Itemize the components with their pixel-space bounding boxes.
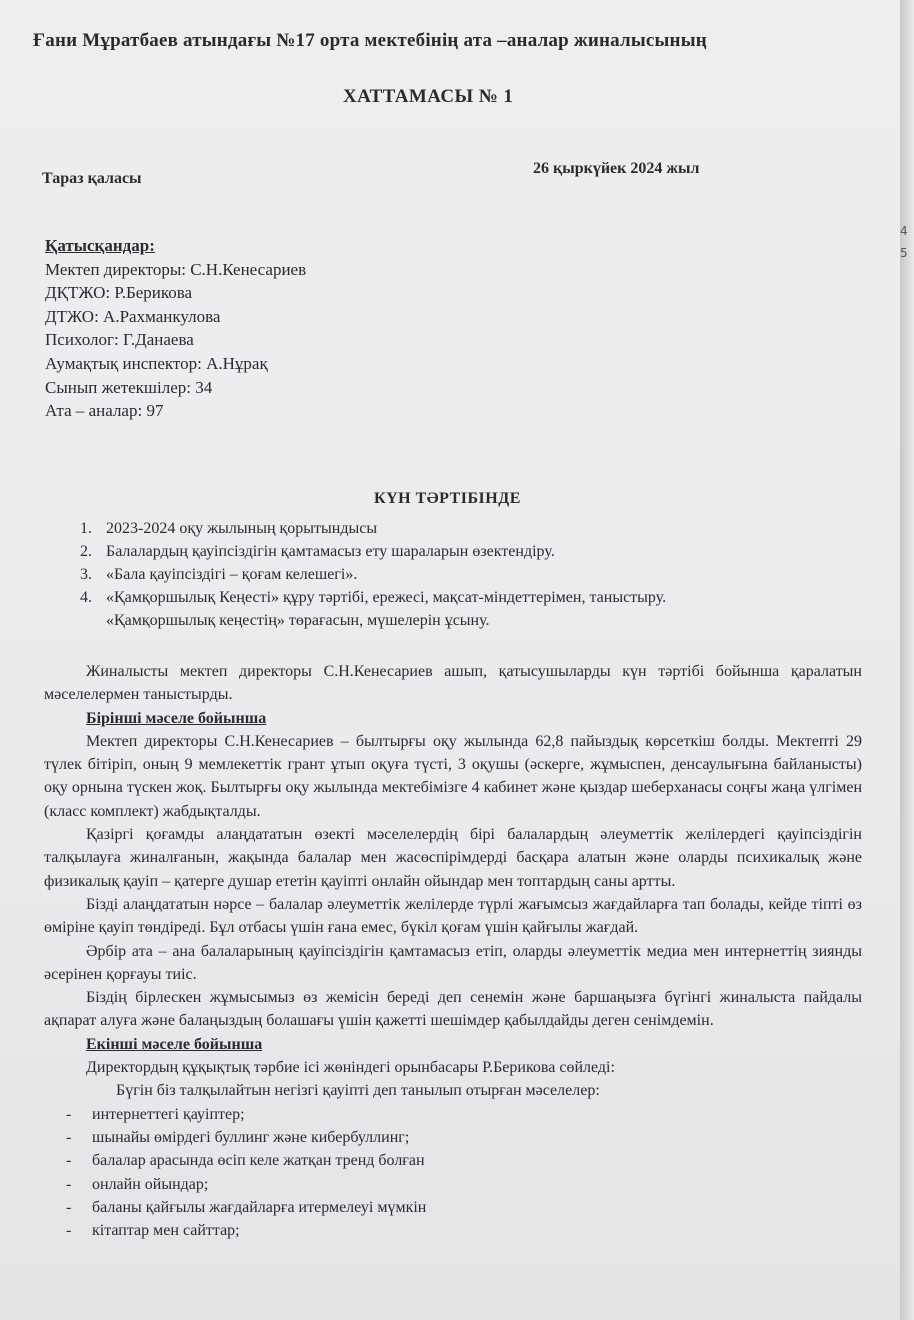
document-title: ХАТТАМАСЫ № 1 (343, 86, 514, 107)
agenda-item (80, 609, 666, 632)
section1-paragraph: Біздің бірлескен жұмысымыз өз жемісін береді деп сенемін және баршаңызға бүгінгі жиналыста пайдалы ақпарат алуға және балаңыздың болашағы үшін қажетті шешімдер қабылдайды деген сенімдемін. (44, 989, 862, 1030)
list-dash: - (66, 1222, 72, 1240)
document-header-line1: Ғани Мұратбаев атындағы №17 орта мектебінің ата –аналар жиналысының (33, 30, 707, 51)
margin-marks (900, 220, 908, 264)
list-item-text: баланы қайғылы жағдайларға итермелеуі мүмкін (92, 1198, 427, 1216)
list-item (44, 1196, 862, 1219)
section1-paragraph: Мектеп директоры С.Н.Кенесариев – былтырғы оқу жылында 62,8 пайыздық көрсеткіш болды. Мектепті 29 түлек бітіріп, оның 9 мемлекеттік грант ұтып оқуға түсті, 3 оқушы (әскерге, жұмыспен, денсаулығына байланысты) оқу орнына түскен жоқ. Былтырғы оқу жылында мектебімізге 4 кабинет және қыздар шеберханасы соңғы жаңа үлгімен (класс комплект) жабдықталды. (44, 732, 862, 820)
list-item-text: кітаптар мен сайттар; (92, 1222, 240, 1240)
agenda-item-text: 2023-2024 оқу жылының қорытындысы (106, 520, 378, 537)
participant-item: Аумақтық инспектор: А.Нұрақ (45, 353, 268, 373)
participants-block (45, 234, 306, 423)
agenda-item-number: 4. (80, 589, 92, 606)
agenda-item (80, 540, 666, 563)
participant-item: ДТЖО: А.Рахманкулова (45, 306, 221, 326)
section2-intro: Директордың құқықтық тәрбие ісі жөніндегі орынбасары Р.Берикова сөйледі: (86, 1059, 615, 1077)
section1-paragraph: Қазіргі қоғамды алаңдататын өзекті мәселелердің бірі балалардың әлеуметтік желілердегі қауіпсіздігін талқылауға жиналғанын, жақында балалар мен жасөспірімдерді басқара алатын және оларды психикалық және физикалық қауіп – қатерге душар ететін қауіпті онлайн ойындар мен топтардың саны артты. (44, 826, 862, 890)
section1-paragraph: Әрбір ата – ана балаларының қауіпсіздігін қамтамасыз етіп, оларды әлеуметтік медиа мен интернеттің зиянды әсерінен қорғауы тиіс. (44, 942, 862, 983)
agenda-item-number: 2. (80, 543, 92, 560)
list-dash: - (66, 1175, 72, 1193)
list-dash: - (66, 1128, 72, 1146)
section1-paragraph: Бізді алаңдататын нәрсе – балалар әлеуметтік желілерде түрлі жағымсыз жағдайларға тап болады, кейде тіпті өз өміріне қауіп төндіреді. Бұл отбасы үшін ғана емес, бүкіл қоғам үшін қайғылы жағдай. (44, 895, 862, 937)
agenda-item-text: «Қамқоршылық кеңестің» төрағасын, мүшелерін ұсыну. (106, 612, 490, 629)
agenda-item (80, 517, 666, 540)
list-item-text: онлайн ойындар; (92, 1175, 209, 1193)
list-item-text: шынайы өмірдегі буллинг және кибербуллинг; (92, 1128, 410, 1146)
list-dash: - (66, 1198, 72, 1216)
risk-list (44, 1103, 862, 1243)
participants-heading: Қатысқандар: (45, 236, 155, 255)
agenda-item-text: «Бала қауіпсіздігі – қоғам келешегі». (106, 566, 358, 583)
participant-item: Сынып жетекшілер: 34 (45, 377, 213, 397)
date-label: 26 қыркүйек 2024 жыл (533, 160, 700, 177)
document-body (44, 660, 862, 1242)
margin-mark: 5 (900, 246, 908, 260)
agenda-item (80, 563, 666, 586)
list-item (44, 1103, 862, 1126)
agenda-item (80, 586, 666, 609)
list-item-text: интернеттегі қауіптер; (92, 1105, 245, 1123)
participant-item: Мектеп директоры: С.Н.Кенесариев (45, 259, 307, 279)
section2-lead: Бүгін біз талқылайтын негізгі қауіпті деп танылып отырған мәселелер: (116, 1082, 600, 1100)
agenda-item-text: «Қамқоршылық Кеңесті» құру тәртібі, ережесі, мақсат-міндеттерімен, таныстыру. (106, 589, 667, 606)
section2-title: Екінші мәселе бойынша (86, 1035, 263, 1053)
list-item (44, 1126, 862, 1149)
list-item (44, 1173, 862, 1196)
participant-item: Психолог: Г.Данаева (45, 330, 194, 350)
agenda-list (80, 517, 666, 632)
list-dash: - (66, 1152, 72, 1170)
list-item (44, 1219, 862, 1242)
agenda-title: КҮН ТӘРТІБІНДЕ (374, 490, 521, 507)
list-item-text: балалар арасында өсіп келе жатқан тренд болған (92, 1152, 425, 1170)
list-item (44, 1149, 862, 1172)
participant-item: Ата – аналар: 97 (45, 401, 164, 421)
intro-paragraph: Жиналысты мектеп директоры С.Н.Кенесариев ашып, қатысушыларды күн тәртібі бойынша қаралатын мәселелермен таныстырды. (44, 663, 862, 704)
list-dash: - (66, 1105, 72, 1123)
agenda-item-number: 3. (80, 566, 92, 583)
agenda-item-number: 1. (80, 520, 92, 537)
agenda-item-text: Балалардың қауіпсіздігін қамтамасыз ету шараларын өзектендіру. (106, 543, 555, 560)
section1-title: Бірінші мәселе бойынша (86, 709, 267, 727)
page-edge-shadow (900, 0, 914, 1320)
margin-mark: 4 (900, 224, 908, 238)
city-label: Тараз қаласы (42, 170, 142, 187)
participant-item: ДҚТЖО: Р.Берикова (45, 283, 193, 303)
